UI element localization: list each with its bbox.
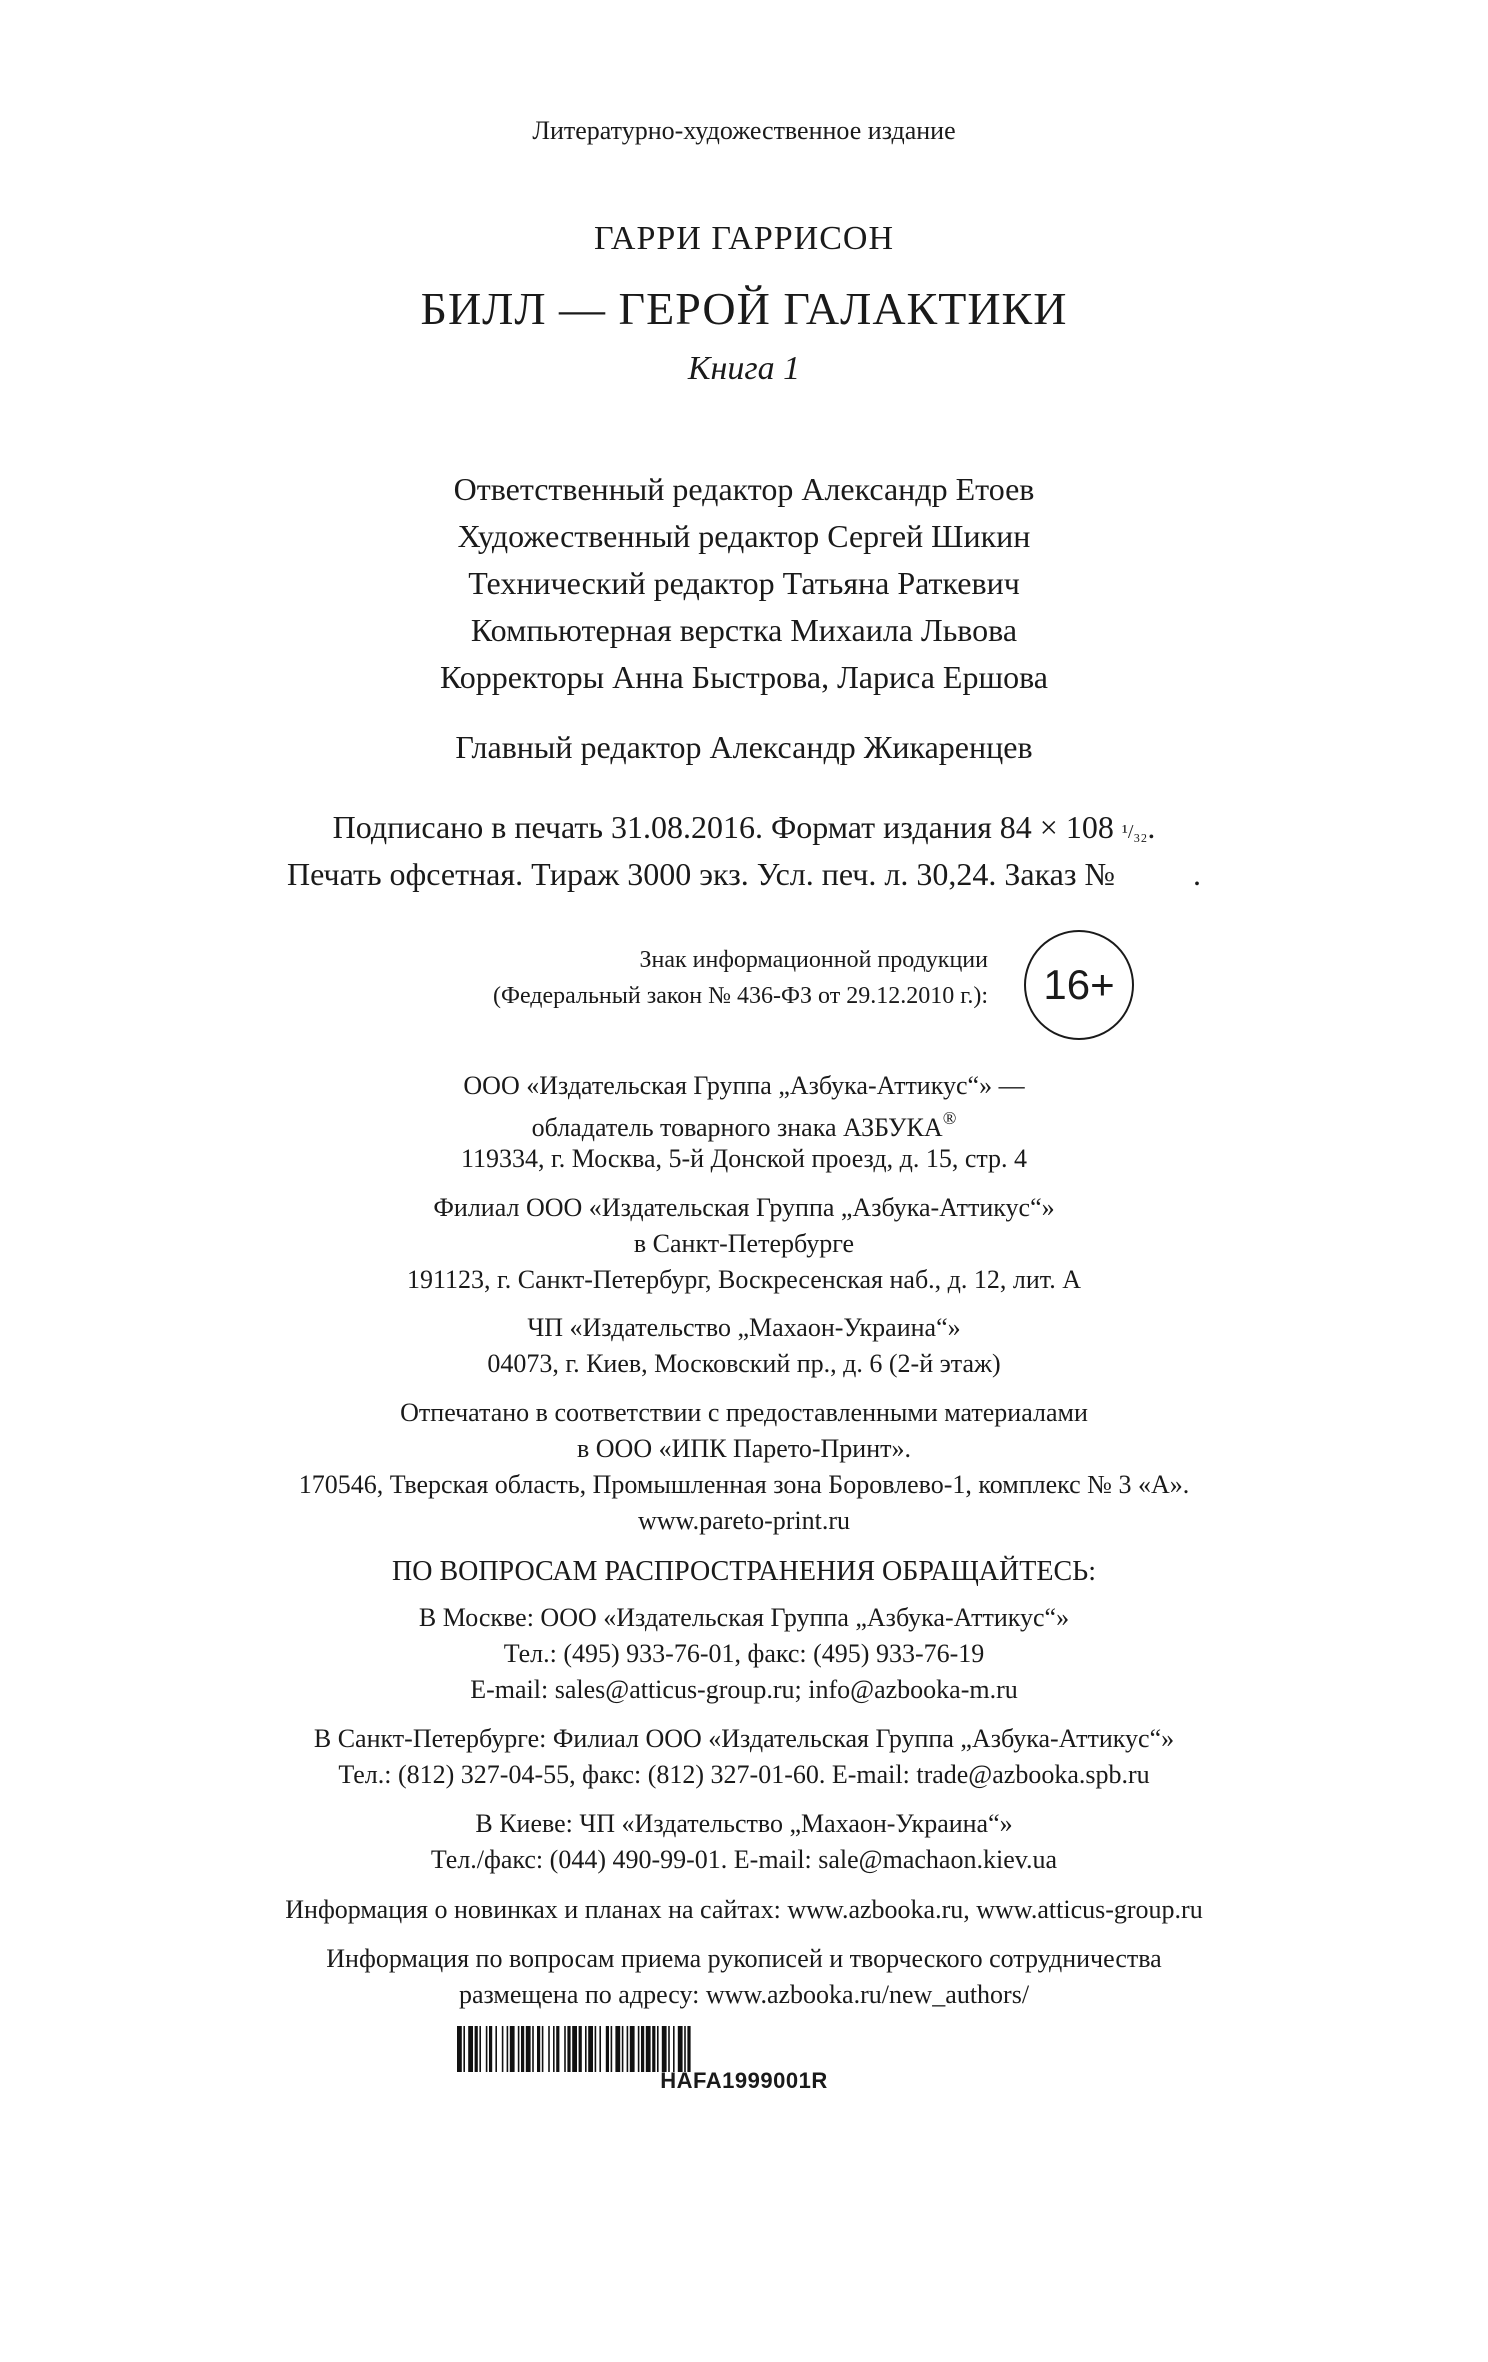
publisher-trademark xyxy=(0,1109,1488,1141)
distribution-moscow: E-mail: sales@atticus-group.ru; info@azbooka-m.ru xyxy=(470,1675,1018,1704)
barcode-bar xyxy=(475,2026,478,2072)
author-name: ГАРРИ ГАРРИСОН xyxy=(593,220,895,257)
barcode-bar xyxy=(502,2026,504,2072)
print-info-text: Печать офсетная. Тираж 3000 экз. Усл. печ. л. 30,24. Заказ № xyxy=(286,856,1116,892)
barcode-bar xyxy=(532,2026,534,2072)
barcode-code: HAFA1999001R xyxy=(660,2068,828,2093)
barcode-bar xyxy=(630,2026,635,2072)
book-volume: Книга 1 xyxy=(687,350,801,387)
distribution-spb: В Санкт-Петербурге: Филиал ООО «Издательская Группа „Азбука-Аттикус“» xyxy=(313,1724,1175,1753)
footer-manuscripts: Информация по вопросам приема рукописей и творческого сотрудничества xyxy=(326,1944,1162,1973)
barcode-bar xyxy=(684,2026,686,2072)
barcode-bar xyxy=(627,2026,629,2072)
barcode-bar xyxy=(599,2026,601,2072)
branch-spb-line: Филиал ООО «Издательская Группа „Азбука-Аттикус“» xyxy=(433,1193,1055,1222)
barcode-bar xyxy=(486,2026,488,2072)
format-fraction: ¹/₃₂ xyxy=(1121,821,1148,843)
barcode-bar xyxy=(479,2026,481,2072)
distribution-heading: ПО ВОПРОСАМ РАСПРОСТРАНЕНИЯ ОБРАЩАЙТЕСЬ: xyxy=(392,1556,1096,1587)
barcode-bar xyxy=(495,2026,497,2072)
barcode-bar xyxy=(652,2026,655,2072)
branch-spb-line: в Санкт-Петербурге xyxy=(633,1229,855,1258)
barcode-bar xyxy=(622,2026,624,2072)
barcode-bar xyxy=(678,2026,683,2072)
chief-editor: Главный редактор Александр Жикаренцев xyxy=(455,729,1033,765)
barcode-bar xyxy=(457,2026,462,2072)
barcode-bar xyxy=(646,2026,651,2072)
age-rating-law: (Федеральный закон № 436-ФЗ от 29.12.2010 г.): xyxy=(492,983,988,1009)
barcode-bar xyxy=(572,2026,577,2072)
branch-kiev-address: 04073, г. Киев, Московский пр., д. 6 (2-й этаж) xyxy=(487,1349,1001,1378)
branch-spb-address: 191123, г. Санкт-Петербург, Воскресенская наб., д. 12, лит. А xyxy=(407,1265,1081,1294)
footer-manuscripts: размещена по адресу: www.azbooka.ru/new_authors/ xyxy=(458,1980,1030,2009)
barcode-bar xyxy=(567,2026,570,2072)
barcode-bar xyxy=(521,2026,524,2072)
barcode-bar xyxy=(468,2026,473,2072)
credit-line: Технический редактор Татьяна Раткевич xyxy=(468,565,1020,601)
barcode-bar xyxy=(585,2026,587,2072)
barcode-bar xyxy=(611,2026,613,2072)
barcode-bar xyxy=(553,2026,555,2072)
barcode-bar xyxy=(537,2026,540,2072)
age-rating-label: Знак информационной продукции xyxy=(639,947,988,973)
barcode-bar xyxy=(489,2026,492,2072)
barcode-bar xyxy=(579,2026,582,2072)
age-rating-badge: 16+ xyxy=(1024,930,1134,1040)
barcode-bar xyxy=(548,2026,550,2072)
barcode-bar xyxy=(510,2026,515,2072)
distribution-moscow: В Москве: ООО «Издательская Группа „Азбука-Аттикус“» xyxy=(418,1603,1070,1632)
barcode-bar xyxy=(526,2026,531,2072)
printer-website: www.pareto-print.ru xyxy=(637,1506,851,1535)
branch-kiev-line: ЧП «Издательство „Махаон-Украина“» xyxy=(527,1313,961,1342)
barcode-bar xyxy=(673,2026,675,2072)
book-title: БИЛЛ — ГЕРОЙ ГАЛАКТИКИ xyxy=(420,283,1068,334)
barcode-bar xyxy=(606,2026,609,2072)
barcode-bar xyxy=(638,2026,640,2072)
barcode-bar xyxy=(595,2026,597,2072)
edition-type: Литературно-художественное издание xyxy=(532,116,956,145)
distribution-moscow: Тел.: (495) 933-76-01, факс: (495) 933-76-19 xyxy=(503,1639,985,1668)
print-info-end: . xyxy=(1147,809,1156,845)
barcode-bar xyxy=(556,2026,559,2072)
print-info-line2 xyxy=(0,858,1488,890)
printer-line: в ООО «ИПК Парето-Принт». xyxy=(576,1434,911,1463)
printer-address: 170546, Тверская область, Промышленная зона Боровлево-1, комплекс № 3 «А». xyxy=(298,1470,1190,1499)
credit-line: Корректоры Анна Быстрова, Лариса Ершова xyxy=(440,659,1048,695)
publisher-address: 119334, г. Москва, 5-й Донской проезд, д. 15, стр. 4 xyxy=(460,1144,1028,1173)
barcode-bar xyxy=(641,2026,644,2072)
print-info-end: . xyxy=(1193,856,1202,892)
distribution-kiev: Тел./факс: (044) 490-99-01. E-mail: sale@machaon.kiev.ua xyxy=(430,1845,1058,1874)
distribution-kiev: В Киеве: ЧП «Издательство „Махаон-Украина“» xyxy=(475,1809,1013,1838)
print-info-text: Подписано в печать 31.08.2016. Формат издания 84 × 108 xyxy=(332,809,1114,845)
barcode-bar xyxy=(662,2026,667,2072)
footer-websites: Информация о новинках и планах на сайтах: www.azbooka.ru, www.atticus-group.ru xyxy=(285,1895,1203,1924)
barcode-bar xyxy=(588,2026,593,2072)
printer-line: Отпечатано в соответствии с предоставленными материалами xyxy=(400,1398,1088,1427)
publisher-line: обладатель товарного знака АЗБУКА xyxy=(531,1113,943,1142)
barcode-bar xyxy=(687,2026,690,2072)
registered-mark-icon: ® xyxy=(942,1108,957,1128)
barcode-bar xyxy=(615,2026,620,2072)
barcode-bar xyxy=(507,2026,509,2072)
barcode-bars xyxy=(455,2026,835,2072)
publisher-line: ООО «Издательская Группа „Азбука-Аттикус“» — xyxy=(463,1071,1025,1100)
barcode-bar xyxy=(657,2026,659,2072)
barcode-bar xyxy=(668,2026,670,2072)
barcode-bar xyxy=(542,2026,544,2072)
age-rating-block xyxy=(0,930,1488,1050)
credit-line: Ответственный редактор Александр Етоев xyxy=(453,471,1035,507)
barcode-bar xyxy=(518,2026,520,2072)
barcode-bar xyxy=(564,2026,566,2072)
credit-line: Художественный редактор Сергей Шикин xyxy=(457,518,1031,554)
barcode-bar xyxy=(463,2026,465,2072)
print-info-line1 xyxy=(0,811,1488,843)
distribution-spb: Тел.: (812) 327-04-55, факс: (812) 327-01-60. E-mail: trade@azbooka.spb.ru xyxy=(338,1760,1150,1789)
credit-line: Компьютерная верстка Михаила Львова xyxy=(470,612,1018,648)
